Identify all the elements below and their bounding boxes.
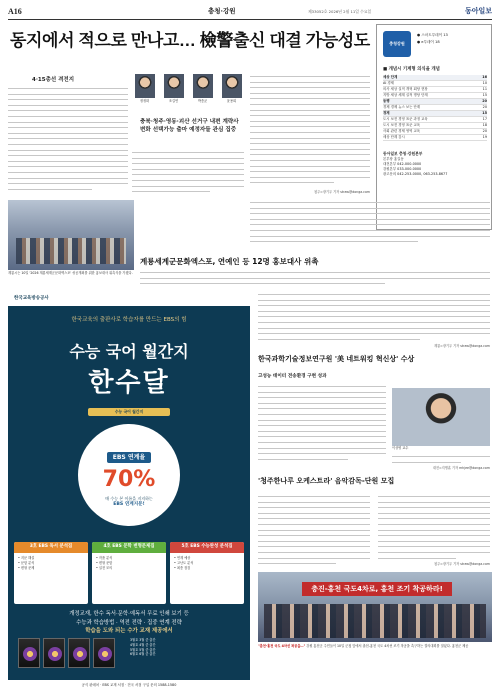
candidate-name: 정정화 <box>139 99 150 103</box>
story1-subhead: 4·15총선 격전지 <box>32 77 75 83</box>
newspaper-logo: 동아일보 <box>464 7 492 15</box>
ad-schedule-line: 3월호 3월 중 출간 <box>130 638 156 642</box>
ad-cards <box>14 542 244 604</box>
ad-card-item: • 최종 점검 <box>174 565 191 570</box>
index-label: 도시 보전 경영 표준 교육 <box>383 122 421 127</box>
candidate-photo <box>132 74 157 104</box>
issue-date: 제33052호 2026년 2월 11일 수요일 <box>308 9 372 14</box>
ad-schedule-line: 5월호 5월 중 출간 <box>130 647 156 652</box>
story4-byline: 청주=장기우 기자 straw@donga.com <box>433 562 490 566</box>
candidate-photo <box>190 74 215 104</box>
rally-caption-text: 강원 홍천군 주민들이 10일 군청 앞에서 춘천-홍천 국도 4차선 조기 착공을 촉구하는 결의대회를 열었다. <box>306 644 451 648</box>
story2-body-col <box>258 292 490 342</box>
story4-body-col2 <box>378 494 490 560</box>
ad-card-item: • 변형 문제 <box>18 565 35 570</box>
index-page: 19 <box>482 134 487 139</box>
rally-caption <box>258 644 492 648</box>
story2-caption: 계룡시는 10일 '2026 계룡세계군문화엑스포' 성공개최를 위한 홍보대사 위촉식을 가졌다. <box>8 271 133 275</box>
index-page: 15 <box>482 110 487 115</box>
story1-body-col2 <box>132 150 244 196</box>
index-label: 경제 <box>383 110 390 115</box>
book-cover <box>93 638 115 668</box>
page-number: A16 <box>8 7 22 16</box>
story3-headline: 한국과학기술정보연구원 '美 네트워킹 혁신상' 수상 <box>258 355 415 363</box>
ad-card <box>14 542 88 604</box>
candidate-name: 박종균 <box>197 99 208 103</box>
rally-banner: 충진-홍천 국도4차로, 홍천 조기 착공하라! <box>302 582 452 596</box>
ad-card-item: • 문항 분석 <box>18 560 35 565</box>
index-page: 11 <box>482 86 487 91</box>
ad-org: 한국교육방송공사 <box>8 292 250 306</box>
ad-tagline: 한국교육의 출판사로 학습자를 만드는 EBS의 힘 <box>71 317 187 323</box>
sidebar-index-table <box>383 75 487 141</box>
story1-body-col4 <box>250 200 490 248</box>
ad-schedule-line: 6월호 6월 중 출간 <box>130 652 156 657</box>
ad-card-title: 3호 EBS 독서 분석집 <box>14 542 88 553</box>
story2-body <box>140 270 490 288</box>
story3-body-col2 <box>392 454 490 466</box>
contact-line: 대전본부 042-000-0000 <box>383 162 422 167</box>
index-page: 20 <box>482 98 487 103</box>
book-cover <box>68 638 90 668</box>
index-page: 20 <box>482 128 487 133</box>
portrait-photo <box>392 388 490 446</box>
ad-highlight-circle <box>78 424 180 526</box>
sidebar-meta-line: ● 스마트투데이 13 <box>417 33 448 37</box>
section-title: 충청·강원 <box>208 7 236 15</box>
ad-circle-main: EBS 연계지문! <box>113 502 145 507</box>
ad-card-item: • 작품 분석 <box>96 555 113 560</box>
ad-card-title: 5호 EBS 수능완성 분석집 <box>170 542 244 553</box>
index-label: AI 경제 <box>383 80 394 85</box>
story2-byline: 계룡=장기우 기자 straw@donga.com <box>433 344 490 348</box>
ad-schedule-line: 4월호 4월 중 출간 <box>130 642 156 647</box>
ad-card-item: • 고난도 분석 <box>174 560 194 565</box>
ad-schedule <box>130 638 156 657</box>
book-cover <box>18 638 40 668</box>
ad-card-item: • 변형 문항 <box>96 560 113 565</box>
index-page: 17 <box>482 116 487 121</box>
ad-bottom-line: 개정교재, 한수 독서·문학·예독서 무료 인쇄 보기 등 <box>69 611 189 617</box>
story2-headline: 계룡세계군문화엑스포, 연예인 등 12명 홍보대사 위촉 <box>140 257 319 266</box>
story1-pull-quote: 충북·청주·영동·괴산 선거구 내편 계략사 변화 선택가능 출마 예정자들 관심 집중 <box>140 119 239 134</box>
ad-card-item: • 연계 예상 <box>174 555 191 560</box>
ad-book-covers <box>18 638 115 668</box>
index-page: 16 <box>482 74 487 79</box>
candidate-name: 윤용희 <box>226 99 237 103</box>
portrait-caption: 이상영 교수 <box>392 446 409 450</box>
sidebar-meta-line: ● e투데이 18 <box>417 39 440 44</box>
candidate-photos <box>132 74 244 104</box>
ad-bottom-text <box>8 610 250 636</box>
ad-card <box>92 542 166 604</box>
story3-body <box>258 384 386 464</box>
index-label: 경제 경제 뉴스 보는 단계 <box>383 104 421 109</box>
index-label: 의사 세상 실적 개혁 회당 현장 <box>383 86 428 91</box>
story4-body <box>258 494 370 566</box>
rally-caption-title: "춘천-홍천 국도 4차선 착공을…" <box>258 644 306 648</box>
rally-crowd <box>264 604 486 638</box>
contact-line: 강원본부 033-000-0000 <box>383 167 422 172</box>
ad-card <box>170 542 244 604</box>
story1-body-col1 <box>8 86 128 194</box>
index-page: 15 <box>482 92 487 97</box>
ad-circle-sub: 매 수능 본 이름을 지지하는 <box>105 496 153 501</box>
ebs-advertisement <box>8 292 250 690</box>
ad-title-2: 한수달 <box>88 368 170 398</box>
index-page: 10 <box>482 80 487 85</box>
candidate-photo <box>219 74 244 104</box>
ad-title-1: 수능 국어 월간지 <box>69 342 189 361</box>
sidebar-brand: 충청강원 <box>383 31 411 57</box>
sidebar-meta <box>417 33 448 47</box>
index-label: 지방 세상 세계 실적 명당 단계 <box>383 92 428 97</box>
page-header <box>8 4 492 20</box>
story1-body-col3 <box>250 74 370 186</box>
ad-footer: 공식 판매처 · EBS 교재 서점 · 전국 서점 구입 문의 1588-1580 <box>8 680 250 690</box>
ad-card-title: 4호 EBS 문학 변형문제집 <box>92 542 166 553</box>
contact-line: 광고문의 042-253-0000, 063-253-8677 <box>383 172 448 177</box>
index-label: 동행 <box>383 98 390 103</box>
sidebar-contact <box>383 151 447 178</box>
rally-photo-credit: 홍천군 제공 <box>451 644 469 648</box>
contact-title: 동아일보 충청·강원본부 <box>383 151 423 156</box>
ad-card-item: • 실전 모의 <box>96 565 113 570</box>
book-cover <box>43 638 65 668</box>
index-row <box>383 135 487 141</box>
ad-card-item: • 지문 해설 <box>18 555 35 560</box>
story3-byline: 대전=지명훈 기자 mhjee@donga.com <box>432 466 490 470</box>
sidebar-title: ■ 개념시 기계형 의식을 개념 <box>383 67 440 72</box>
index-page: 20 <box>482 104 487 109</box>
ad-bottom-line: 수능과 학습방법 · 역전 전략 · 집중 연계 전략 <box>76 619 182 626</box>
ad-ribbon: 수능 국어 월간지 <box>88 408 170 416</box>
ad-bottom-line: 학습을 도와 되는 수가 교재 제공에서 <box>85 628 173 635</box>
ad-circle-value: 70% <box>102 467 156 492</box>
candidate-photo <box>161 74 186 104</box>
index-label: 사회 관련 경제 영역 교육 <box>383 128 421 133</box>
expo-photo <box>8 200 134 270</box>
index-label: 도시 보전 경영 표준 과정 교육 <box>383 116 428 121</box>
story3-subhead: 고성능 데이터 전송환경 구현 성과 <box>258 374 327 379</box>
story1-byline: 청주=장기우 기자 straw@donga.com <box>313 190 370 194</box>
index-label: 세상 단계 감시 <box>383 134 405 139</box>
contact-line: 본부장 홍길동 <box>383 157 404 162</box>
candidate-name: 조길연 <box>168 99 179 103</box>
story1-headline: 동지에서 적으로 만나고… 檢警출신 대결 가능성도 <box>10 31 370 50</box>
story4-headline: '청주한나루 오케스트라' 음악감독-단원 모집 <box>258 477 395 485</box>
ad-circle-tag: EBS 연계율 <box>107 452 151 463</box>
index-label: 세상 단계 <box>383 74 398 79</box>
index-page: 18 <box>482 122 487 127</box>
